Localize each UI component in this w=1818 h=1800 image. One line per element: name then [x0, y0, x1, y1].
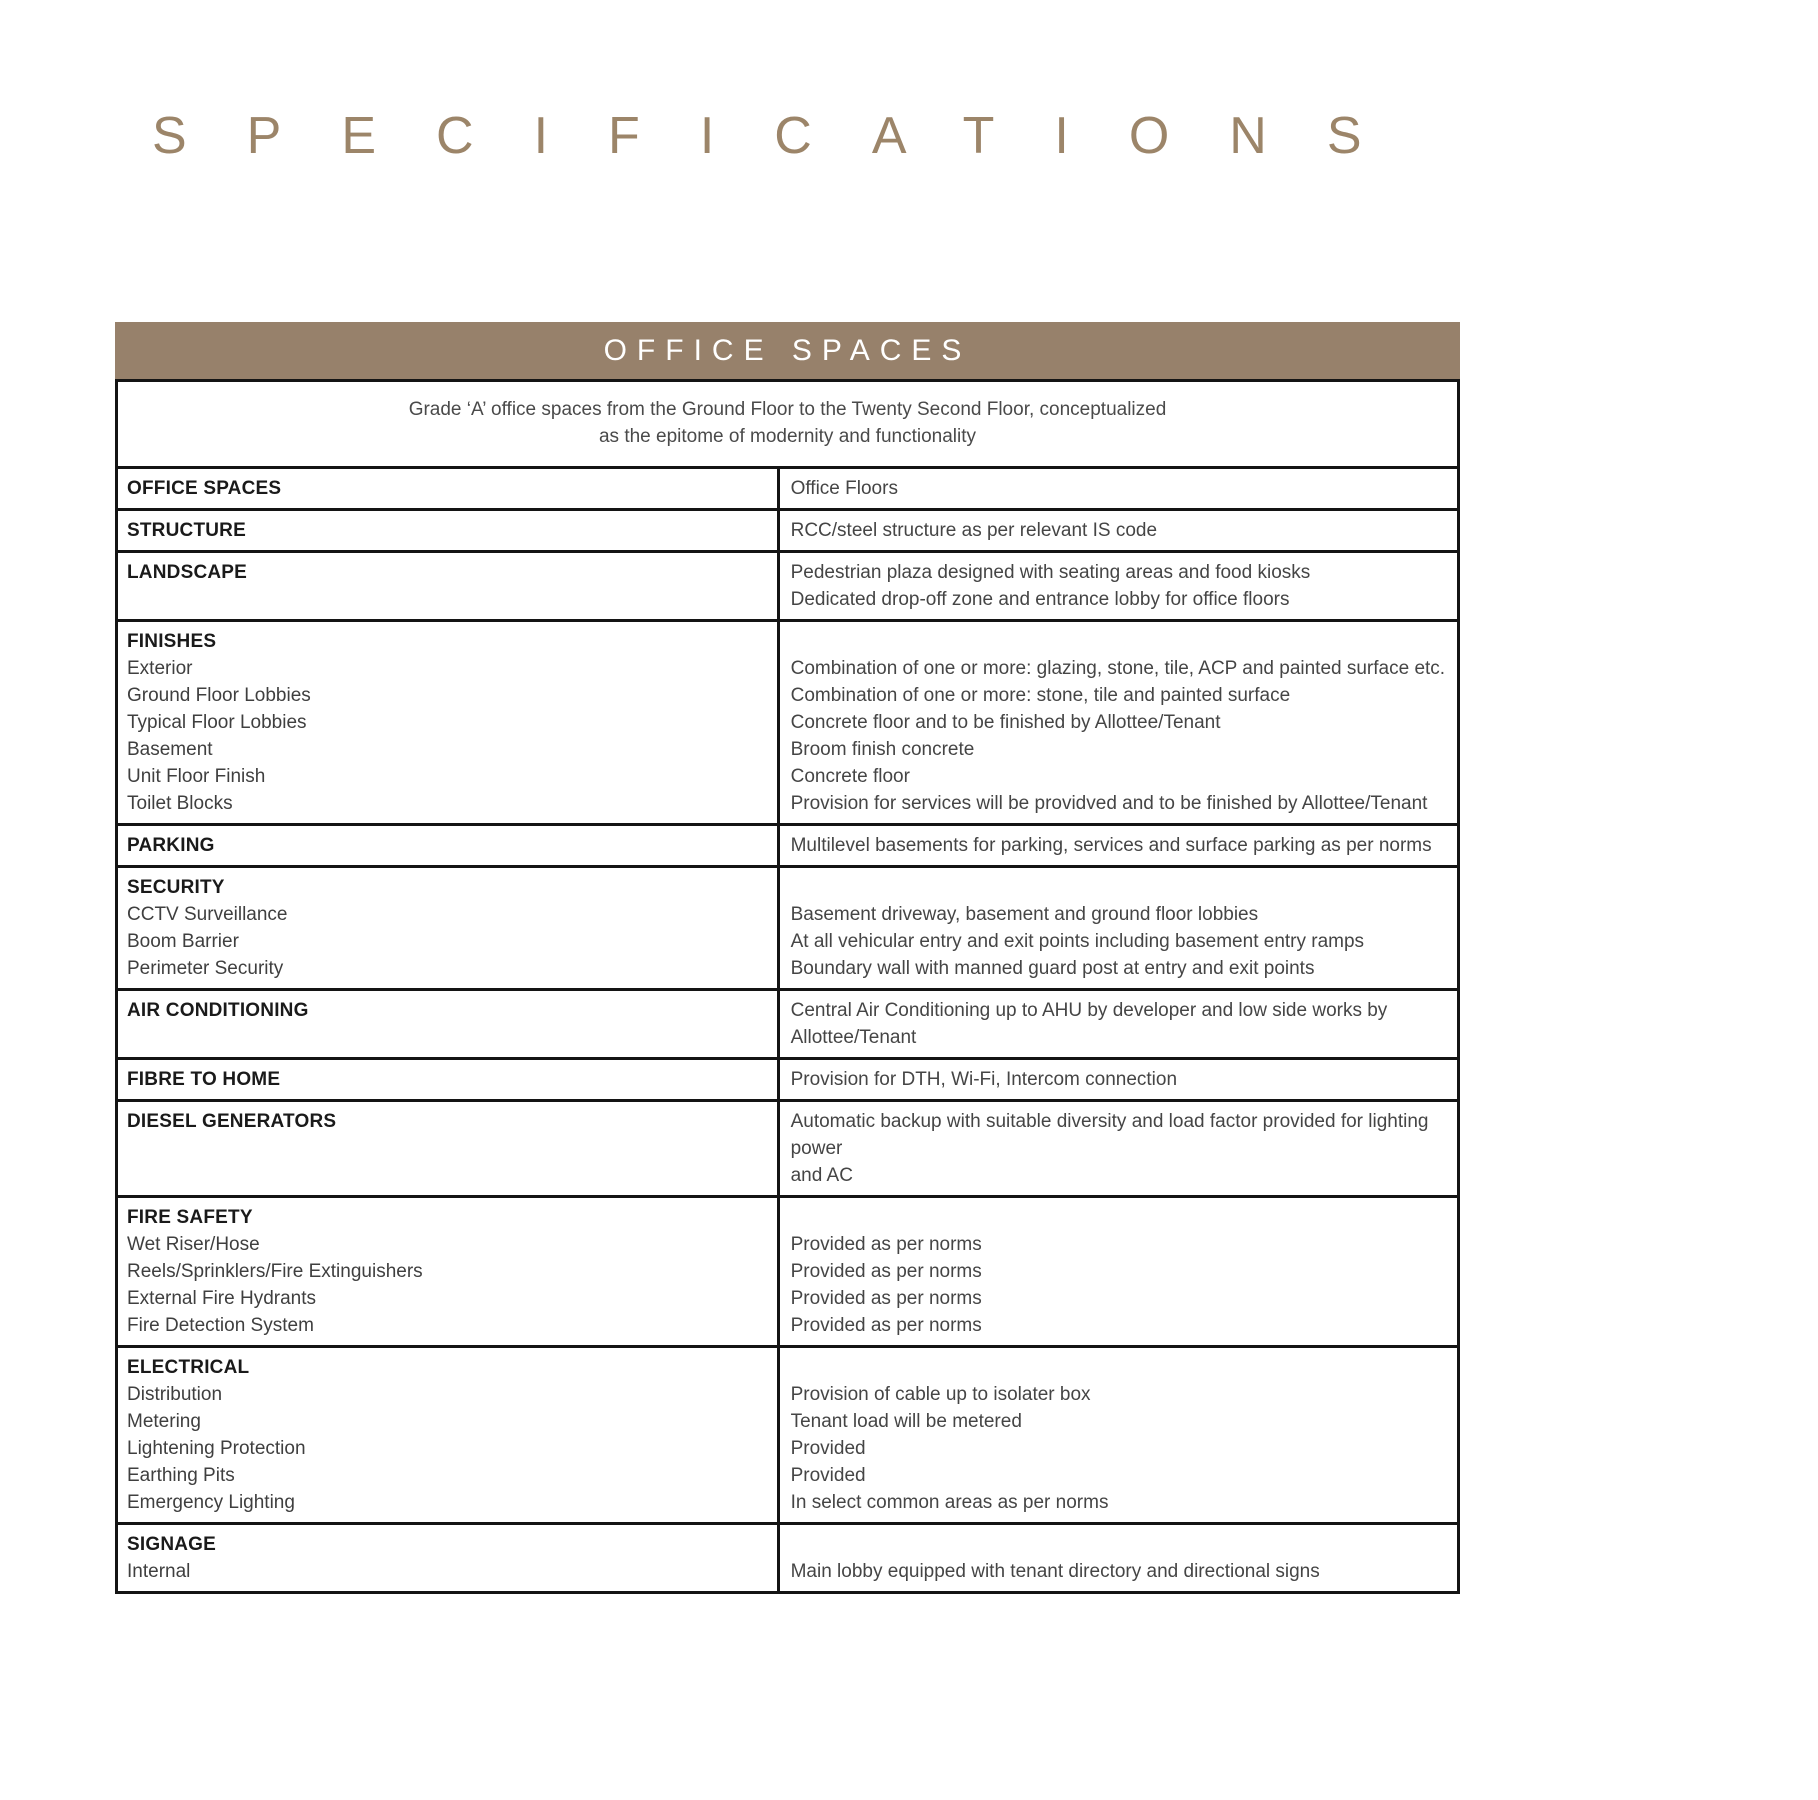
row-value-cell — [778, 1524, 1458, 1593]
row-sub-label: Ground Floor Lobbies — [127, 685, 311, 706]
row-value-line: Concrete floor — [790, 766, 910, 787]
row-value-line: In select common areas as per norms — [790, 1492, 1109, 1513]
row-value-spacer — [791, 1204, 1447, 1231]
row-sub-label: Toilet Blocks — [127, 793, 233, 814]
row-value-line: Provided as per norms — [790, 1261, 982, 1282]
table-row — [117, 1347, 1459, 1524]
table-header-bar — [115, 322, 1460, 379]
intro-line-1: Grade ‘A’ office spaces from the Ground Floor to the Twenty Second Floor, conceptualized — [408, 399, 1167, 420]
table-intro-row — [117, 381, 1459, 468]
row-sub-label: Perimeter Security — [127, 958, 284, 979]
row-heading: FINISHES — [127, 631, 217, 652]
row-heading: SIGNAGE — [127, 1534, 217, 1555]
row-value-line: Tenant load will be metered — [790, 1411, 1022, 1432]
row-sub-label: Typical Floor Lobbies — [127, 712, 307, 733]
row-label-cell — [117, 510, 779, 552]
row-value-line: Provided as per norms — [790, 1315, 982, 1336]
table-intro-cell — [117, 381, 1459, 468]
row-sub-label: Boom Barrier — [127, 931, 239, 952]
row-sub-label: Lightening Protection — [127, 1438, 306, 1459]
row-value-line: Combination of one or more: glazing, stone, tile, ACP and painted surface etc. — [790, 658, 1446, 679]
table-header-title: OFFICE SPACES — [603, 333, 972, 367]
row-heading: DIESEL GENERATORS — [127, 1111, 337, 1132]
row-sub-label: External Fire Hydrants — [127, 1288, 317, 1309]
row-value-line: Office Floors — [790, 478, 898, 499]
table-row — [117, 990, 1459, 1059]
row-value-cell — [778, 1347, 1458, 1524]
table-row — [117, 1059, 1459, 1101]
row-sub-label: Distribution — [127, 1384, 223, 1405]
row-sub-label: Earthing Pits — [127, 1465, 235, 1486]
table-row — [117, 621, 1459, 825]
row-label-cell — [117, 1059, 779, 1101]
row-value-line: Dedicated drop-off zone and entrance lobby for office floors — [790, 589, 1290, 610]
row-value-cell — [778, 825, 1458, 867]
row-value-line: Pedestrian plaza designed with seating areas and food kiosks — [790, 562, 1311, 583]
row-label-cell — [117, 1101, 779, 1197]
row-label-cell — [117, 1524, 779, 1593]
row-value-line: Main lobby equipped with tenant directory and directional signs — [790, 1561, 1320, 1582]
table-row — [117, 867, 1459, 990]
row-value-line: Automatic backup with suitable diversity and load factor provided for lighting power — [790, 1111, 1429, 1159]
row-value-line: Provided as per norms — [790, 1288, 982, 1309]
row-sub-label: Basement — [127, 739, 213, 760]
office-spaces-section — [115, 322, 1460, 1594]
row-value-line: Concrete floor and to be finished by Allottee/Tenant — [790, 712, 1221, 733]
row-heading: AIR CONDITIONING — [127, 1000, 309, 1021]
row-value-cell — [778, 510, 1458, 552]
row-value-line: Boundary wall with manned guard post at entry and exit points — [790, 958, 1315, 979]
row-label-cell — [117, 1197, 779, 1347]
row-sub-label: Internal — [127, 1561, 191, 1582]
row-value-cell — [778, 552, 1458, 621]
row-heading: PARKING — [127, 835, 215, 856]
row-value-line: Combination of one or more: stone, tile and painted surface — [790, 685, 1291, 706]
row-value-line: Provision for services will be providved and to be finished by Allottee/Tenant — [790, 793, 1428, 814]
row-value-cell — [778, 1101, 1458, 1197]
row-label-cell — [117, 621, 779, 825]
specifications-table — [115, 379, 1460, 1594]
row-value-line: Provision for DTH, Wi-Fi, Intercom connection — [790, 1069, 1178, 1090]
row-label-cell — [117, 552, 779, 621]
table-row — [117, 1101, 1459, 1197]
row-heading: SECURITY — [127, 877, 225, 898]
table-row — [117, 510, 1459, 552]
row-value-line: Provided — [790, 1438, 866, 1459]
row-sub-label: Reels/Sprinklers/Fire Extinguishers — [127, 1261, 423, 1282]
intro-line-2: as the epitome of modernity and functionality — [598, 426, 977, 447]
row-heading: STRUCTURE — [127, 520, 246, 541]
row-value-cell — [778, 1197, 1458, 1347]
row-value-spacer — [791, 1354, 1447, 1381]
row-value-line: Provision of cable up to isolater box — [790, 1384, 1091, 1405]
table-row — [117, 552, 1459, 621]
row-sub-label: Wet Riser/Hose — [127, 1234, 260, 1255]
table-row — [117, 1197, 1459, 1347]
row-value-cell — [778, 1059, 1458, 1101]
row-heading: FIRE SAFETY — [127, 1207, 253, 1228]
row-value-spacer — [791, 628, 1447, 655]
table-row — [117, 825, 1459, 867]
row-sub-label: Unit Floor Finish — [127, 766, 266, 787]
row-label-cell — [117, 825, 779, 867]
row-value-line: RCC/steel structure as per relevant IS code — [790, 520, 1158, 541]
row-value-cell — [778, 621, 1458, 825]
row-value-line: Central Air Conditioning up to AHU by developer and low side works by — [790, 1000, 1388, 1021]
table-row — [117, 1524, 1459, 1593]
row-value-line: Provided — [790, 1465, 866, 1486]
row-label-cell — [117, 867, 779, 990]
table-row — [117, 468, 1459, 510]
row-sub-label: Emergency Lighting — [127, 1492, 295, 1513]
page-title: SPECIFICATIONS — [152, 107, 1422, 165]
row-heading: ELECTRICAL — [127, 1357, 250, 1378]
row-sub-label: Exterior — [127, 658, 193, 679]
row-value-line: Multilevel basements for parking, services and surface parking as per norms — [790, 835, 1432, 856]
row-heading: OFFICE SPACES — [127, 478, 282, 499]
row-heading: LANDSCAPE — [127, 562, 248, 583]
row-value-cell — [778, 990, 1458, 1059]
row-value-line: Broom finish concrete — [790, 739, 975, 760]
row-sub-label: Fire Detection System — [127, 1315, 314, 1336]
row-value-line: At all vehicular entry and exit points including basement entry ramps — [790, 931, 1365, 952]
row-label-cell — [117, 468, 779, 510]
row-value-line: Provided as per norms — [790, 1234, 982, 1255]
row-value-line: Allottee/Tenant — [790, 1027, 917, 1048]
row-value-cell — [778, 468, 1458, 510]
row-value-line: Basement driveway, basement and ground floor lobbies — [790, 904, 1259, 925]
row-heading: FIBRE TO HOME — [127, 1069, 281, 1090]
row-label-cell — [117, 1347, 779, 1524]
row-value-spacer — [791, 1531, 1447, 1558]
row-value-line: and AC — [790, 1165, 853, 1186]
row-label-cell — [117, 990, 779, 1059]
row-sub-label: CCTV Surveillance — [127, 904, 288, 925]
row-sub-label: Metering — [127, 1411, 201, 1432]
row-value-spacer — [791, 874, 1447, 901]
row-value-cell — [778, 867, 1458, 990]
